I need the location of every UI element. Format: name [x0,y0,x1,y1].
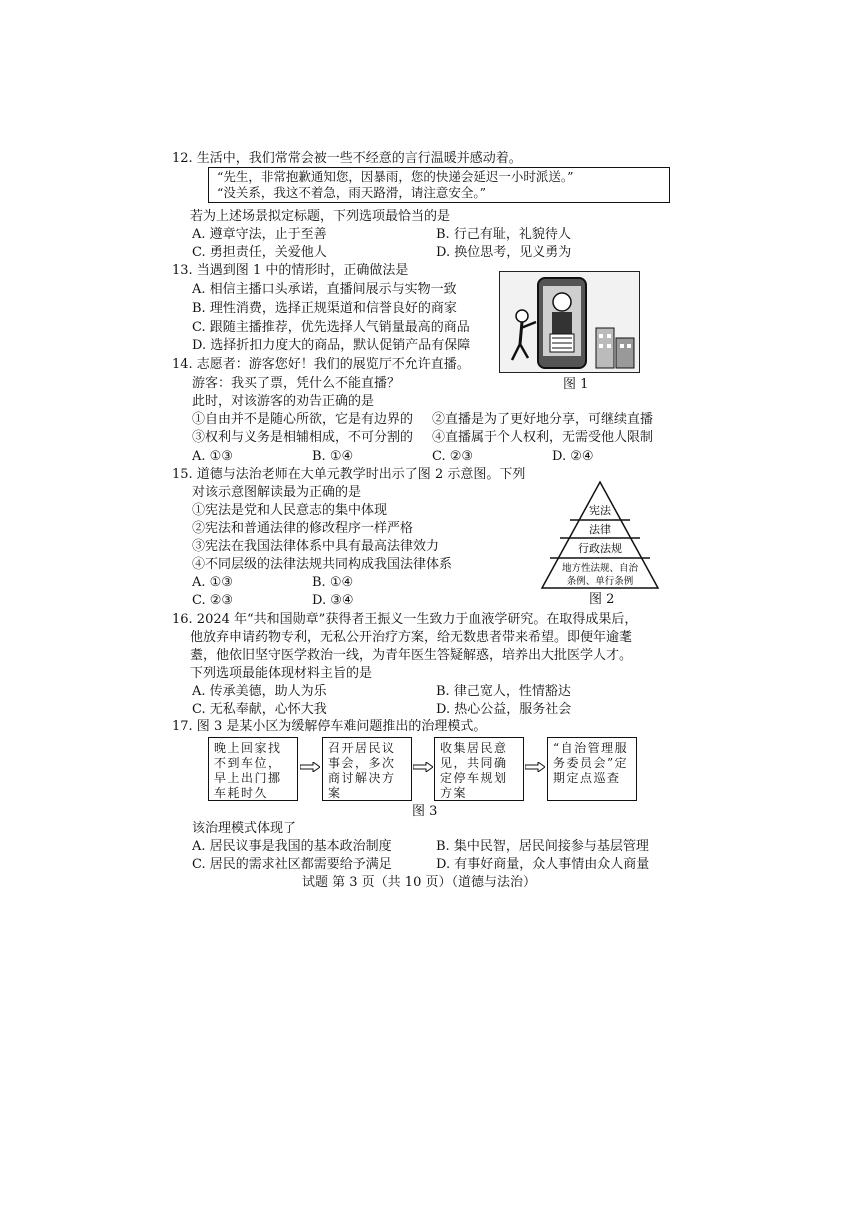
figure-1-cartoon [499,271,640,373]
pyramid-level-2: 法律 [589,523,611,536]
q12-question: 若为上述场景拟定标题，下列选项最恰当的是 [190,209,451,224]
figure-2-pyramid [540,480,660,590]
figure-3-box-1: 晚上回家找不到车位，早上出门挪车耗时久 [208,737,298,801]
q13-stem: 13. 当遇到图 1 中的情形时，正确做法是 [172,263,409,278]
q12-stem: 12. 生活中，我们常常会被一些不经意的言行温暖并感动着。 [172,151,522,166]
q16-option-c: C. 无私奉献，心怀大我 [192,702,327,717]
q12-option-d: D. 换位思考，见义勇为 [436,245,572,260]
q12-dialog-box [208,167,670,203]
q17-option-b: B. 集中民智，居民间接参与基层管理 [436,839,649,854]
q14-statement-2: ②直播是为了更好地分享，可继续直播 [432,412,654,427]
q14-option-d: D. ②④ [552,449,594,464]
figure-3-arrow-2 [413,762,433,772]
q15-option-d: D. ③④ [312,593,354,608]
figure-2-label: 图 2 [589,592,615,607]
q17-option-d: D. 有事好商量，众人事情由众人商量 [436,857,650,872]
q17-option-a: A. 居民议事是我国的基本政治制度 [192,839,392,854]
q15-option-a: A. ①③ [192,575,233,590]
q15-option-c: C. ②③ [192,593,234,608]
q12-option-b: B. 行己有耻，礼貌待人 [436,227,571,242]
figure-3-label: 图 3 [412,804,438,819]
q13-option-c: C. 跟随主播推荐，优先选择人气销量最高的商品 [192,320,470,335]
figure-1-label: 图 1 [563,377,589,392]
q16-option-d: D. 热心公益，服务社会 [436,702,572,717]
q13-option-a: A. 相信主播口头承诺，直播间展示与实物一致 [192,282,457,297]
q15-statement-1: ①宪法是党和人民意志的集中体现 [192,503,388,518]
q12-dialog-line-2: “没关系，我这不着急，雨天路滑，请注意安全。” [217,185,487,200]
q14-statement-3: ③权利与义务是相辅相成，不可分割的 [192,430,414,445]
q17-question: 该治理模式体现了 [192,821,297,836]
q13-option-b: B. 理性消费，选择正规渠道和信誉良好的商家 [192,301,457,316]
q14-statement-4: ④直播属于个人权利，无需受他人限制 [432,430,654,445]
figure-3-box-3: 收集居民意见，共同确定停车规划方案 [434,737,524,801]
q17-stem: 17. 图 3 是某小区为缓解停车难问题推出的治理模式。 [172,719,487,734]
q12-dialog-line-1: “先生，非常抱歉通知您，因暴雨，您的快递会延迟一小时派送。” [217,169,574,184]
q15-statement-3: ③宪法在我国法律体系中具有最高法律效力 [192,539,440,554]
page-footer: 试题 第 3 页（共 10 页）（道德与法治） [302,875,536,890]
figure-3-arrow-1 [300,762,320,772]
q14-line-2: 游客：我买了票，凭什么不能直播？ [192,376,401,391]
q16-line-4: 下列选项最能体现材料主旨的是 [190,666,373,681]
pyramid-level-3: 行政法规 [578,542,622,555]
figure-3-arrow-3 [525,762,545,772]
figure-3-box-4: “自治管理服务委员会”定期定点巡查 [547,737,637,801]
q16-line-2: 他放弃申请药物专利，无私公开治疗方案，给无数患者带来希望。即便年逾耄 [190,630,633,645]
q16-line-1: 16. 2024 年“共和国勋章”获得者王振义一生致力于血液学研究。在取得成果后， [172,612,638,627]
q14-stem: 14. 志愿者：游客您好！我们的展览厅不允许直播。 [172,357,470,372]
q13-option-d: D. 选择折扣力度大的商品，默认促销产品有保障 [192,338,471,353]
q12-option-c: C. 勇担责任，关爱他人 [192,245,327,260]
q15-statement-2: ②宪法和普通法律的修改程序一样严格 [192,521,414,536]
q12-option-a: A. 遵章守法，止于至善 [192,227,327,242]
pyramid-level-1: 宪法 [589,504,611,517]
q16-option-b: B. 律己宽人，性情豁达 [436,684,571,699]
q14-line-3: 此时，对该游客的劝告正确的是 [192,394,375,409]
pyramid-level-4-line-1: 地方性法规、自治 [561,563,639,574]
q14-option-b: B. ①④ [312,449,354,464]
q16-line-3: 耋，他依旧坚守医学救治一线，为青年医生答疑解惑，培养出大批医学人才。 [190,648,633,663]
figure-3-box-2: 召开居民议事会，多次商讨解决方案 [322,737,412,801]
q15-line-2: 对该示意图解读最为正确的是 [192,485,362,500]
q14-option-a: A. ①③ [192,449,233,464]
q16-option-a: A. 传承美德，助人为乐 [192,684,327,699]
pyramid-level-4-line-2: 条例、单行条例 [566,576,634,587]
q15-stem: 15. 道德与法治老师在大单元教学时出示了图 2 示意图。下列 [172,467,526,482]
q14-option-c: C. ②③ [432,449,474,464]
q17-option-c: C. 居民的需求社区都需要给予满足 [192,857,392,872]
q14-statement-1: ①自由并不是随心所欲，它是有边界的 [192,412,414,427]
q15-statement-4: ④不同层级的法律法规共同构成我国法律体系 [192,557,453,572]
q15-option-b: B. ①④ [312,575,354,590]
